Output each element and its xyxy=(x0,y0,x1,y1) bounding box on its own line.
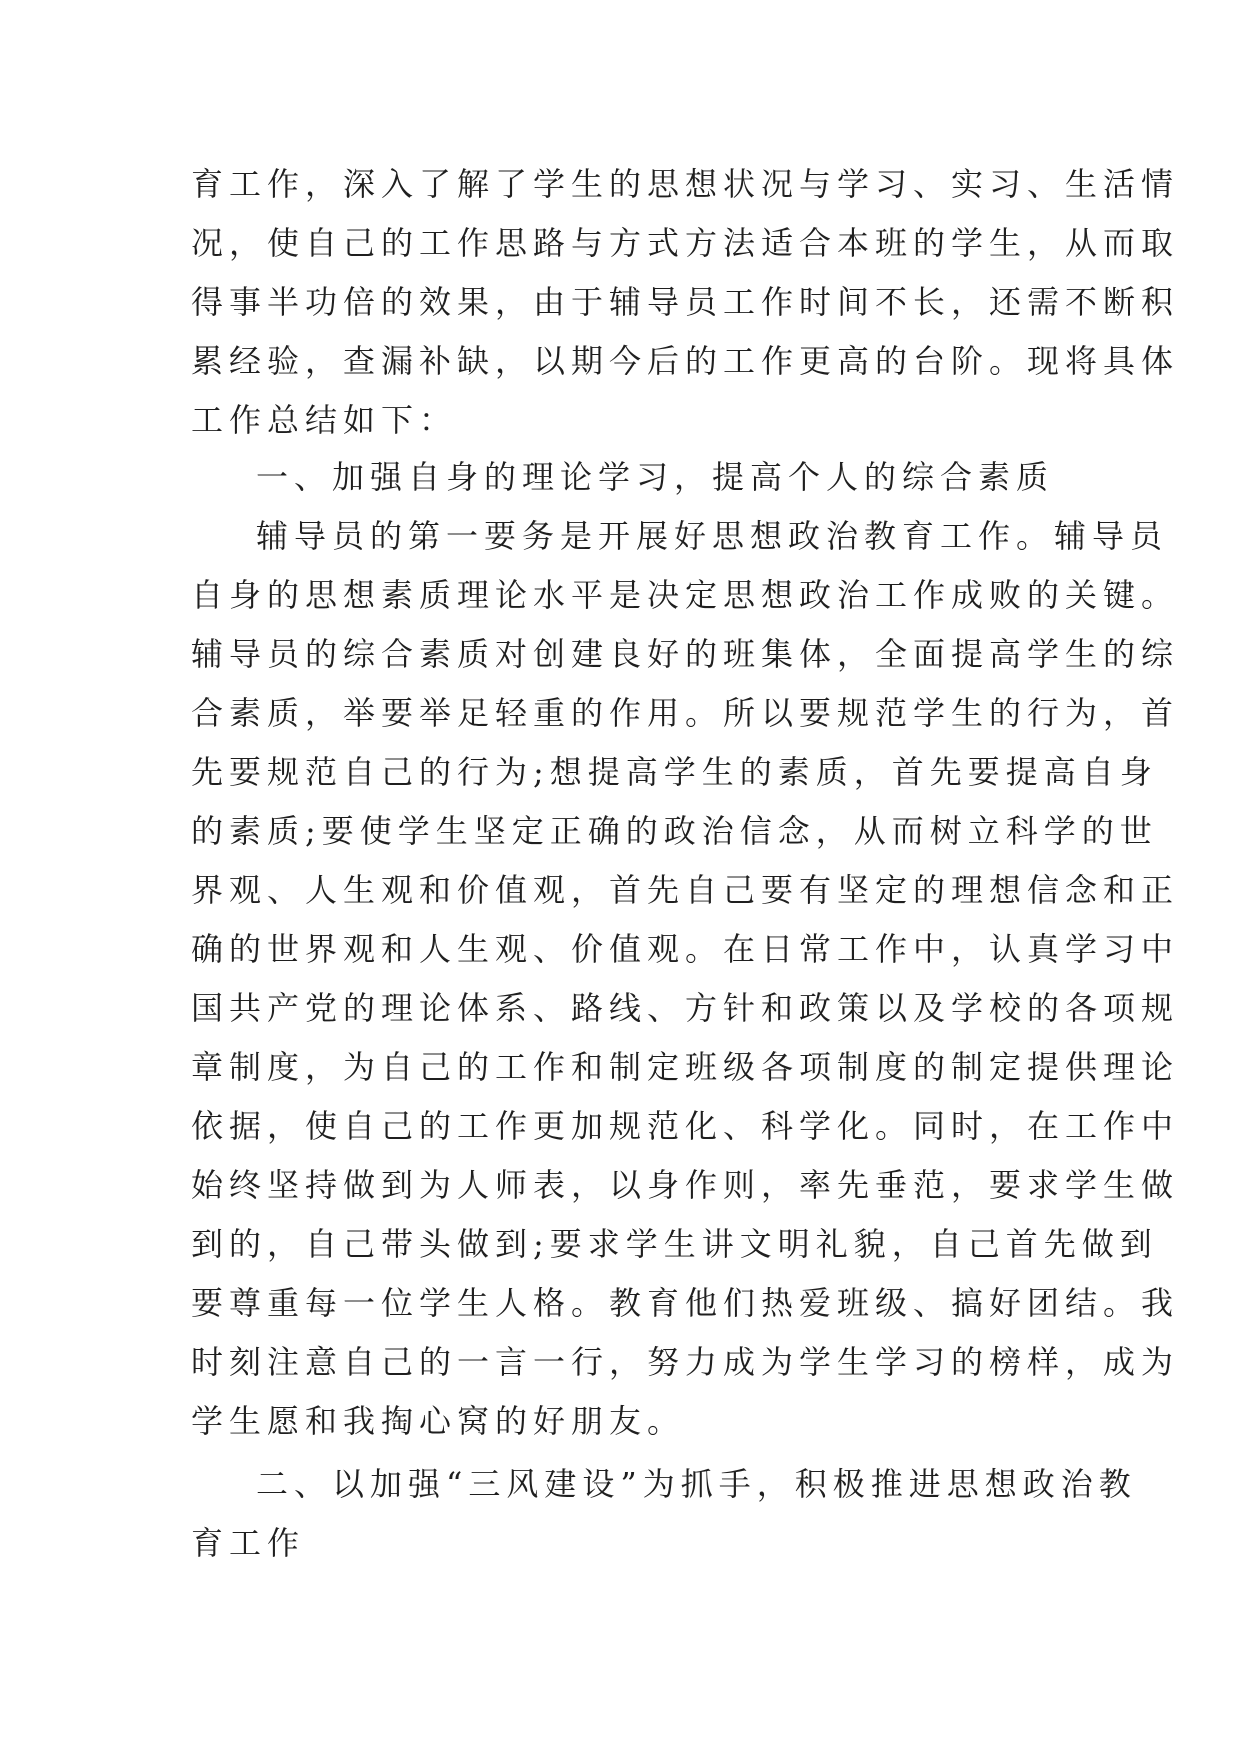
text-line: 合素质，举要举足轻重的作用。所以要规范学生的行为，首 xyxy=(191,694,1180,732)
text-line: 学生愿和我掏心窝的好朋友。 xyxy=(191,1402,686,1440)
text-line: 先要规范自己的行为;想提高学生的素质，首先要提高自身 xyxy=(191,753,1158,791)
text-line: 的素质;要使学生坚定正确的政治信念，从而树立科学的世 xyxy=(191,812,1158,850)
text-line: 累经验，查漏补缺，以期今后的工作更高的台阶。现将具体 xyxy=(191,342,1180,380)
text-line: 到的，自己带头做到;要求学生讲文明礼貌，自己首先做到 xyxy=(191,1225,1158,1263)
text-line: 自身的思想素质理论水平是决定思想政治工作成败的关键。 xyxy=(191,576,1180,614)
text-line: 育工作 xyxy=(191,1524,306,1562)
text-line: 工作总结如下： xyxy=(191,401,458,439)
text-line: 况，使自己的工作思路与方式方法适合本班的学生，从而取 xyxy=(191,224,1180,262)
text-line: 依据，使自己的工作更加规范化、科学化。同时，在工作中 xyxy=(191,1107,1180,1145)
text-line: 章制度，为自己的工作和制定班级各项制度的制定提供理论 xyxy=(191,1048,1180,1086)
text-line: 确的世界观和人生观、价值观。在日常工作中，认真学习中 xyxy=(191,930,1180,968)
text-line: 始终坚持做到为人师表，以身作则，率先垂范，要求学生做 xyxy=(191,1166,1180,1204)
section-heading: 一、加强自身的理论学习，提高个人的综合素质 xyxy=(256,458,1055,496)
paragraph-start-line: 辅导员的第一要务是开展好思想政治教育工作。辅导员 xyxy=(256,517,1169,555)
text-line: 要尊重每一位学生人格。教育他们热爱班级、搞好团结。我 xyxy=(191,1284,1180,1322)
text-line: 辅导员的综合素质对创建良好的班集体，全面提高学生的综 xyxy=(191,635,1180,673)
text-line: 得事半功倍的效果，由于辅导员工作时间不长，还需不断积 xyxy=(191,283,1180,321)
text-line: 国共产党的理论体系、路线、方针和政策以及学校的各项规 xyxy=(191,989,1180,1027)
text-line: 育工作，深入了解了学生的思想状况与学习、实习、生活情 xyxy=(191,165,1180,203)
text-line: 时刻注意自己的一言一行，努力成为学生学习的榜样，成为 xyxy=(191,1343,1180,1381)
section-heading: 二、以加强“三风建设”为抓手，积极推进思想政治教 xyxy=(256,1465,1137,1503)
text-line: 界观、人生观和价值观，首先自己要有坚定的理想信念和正 xyxy=(191,871,1180,909)
